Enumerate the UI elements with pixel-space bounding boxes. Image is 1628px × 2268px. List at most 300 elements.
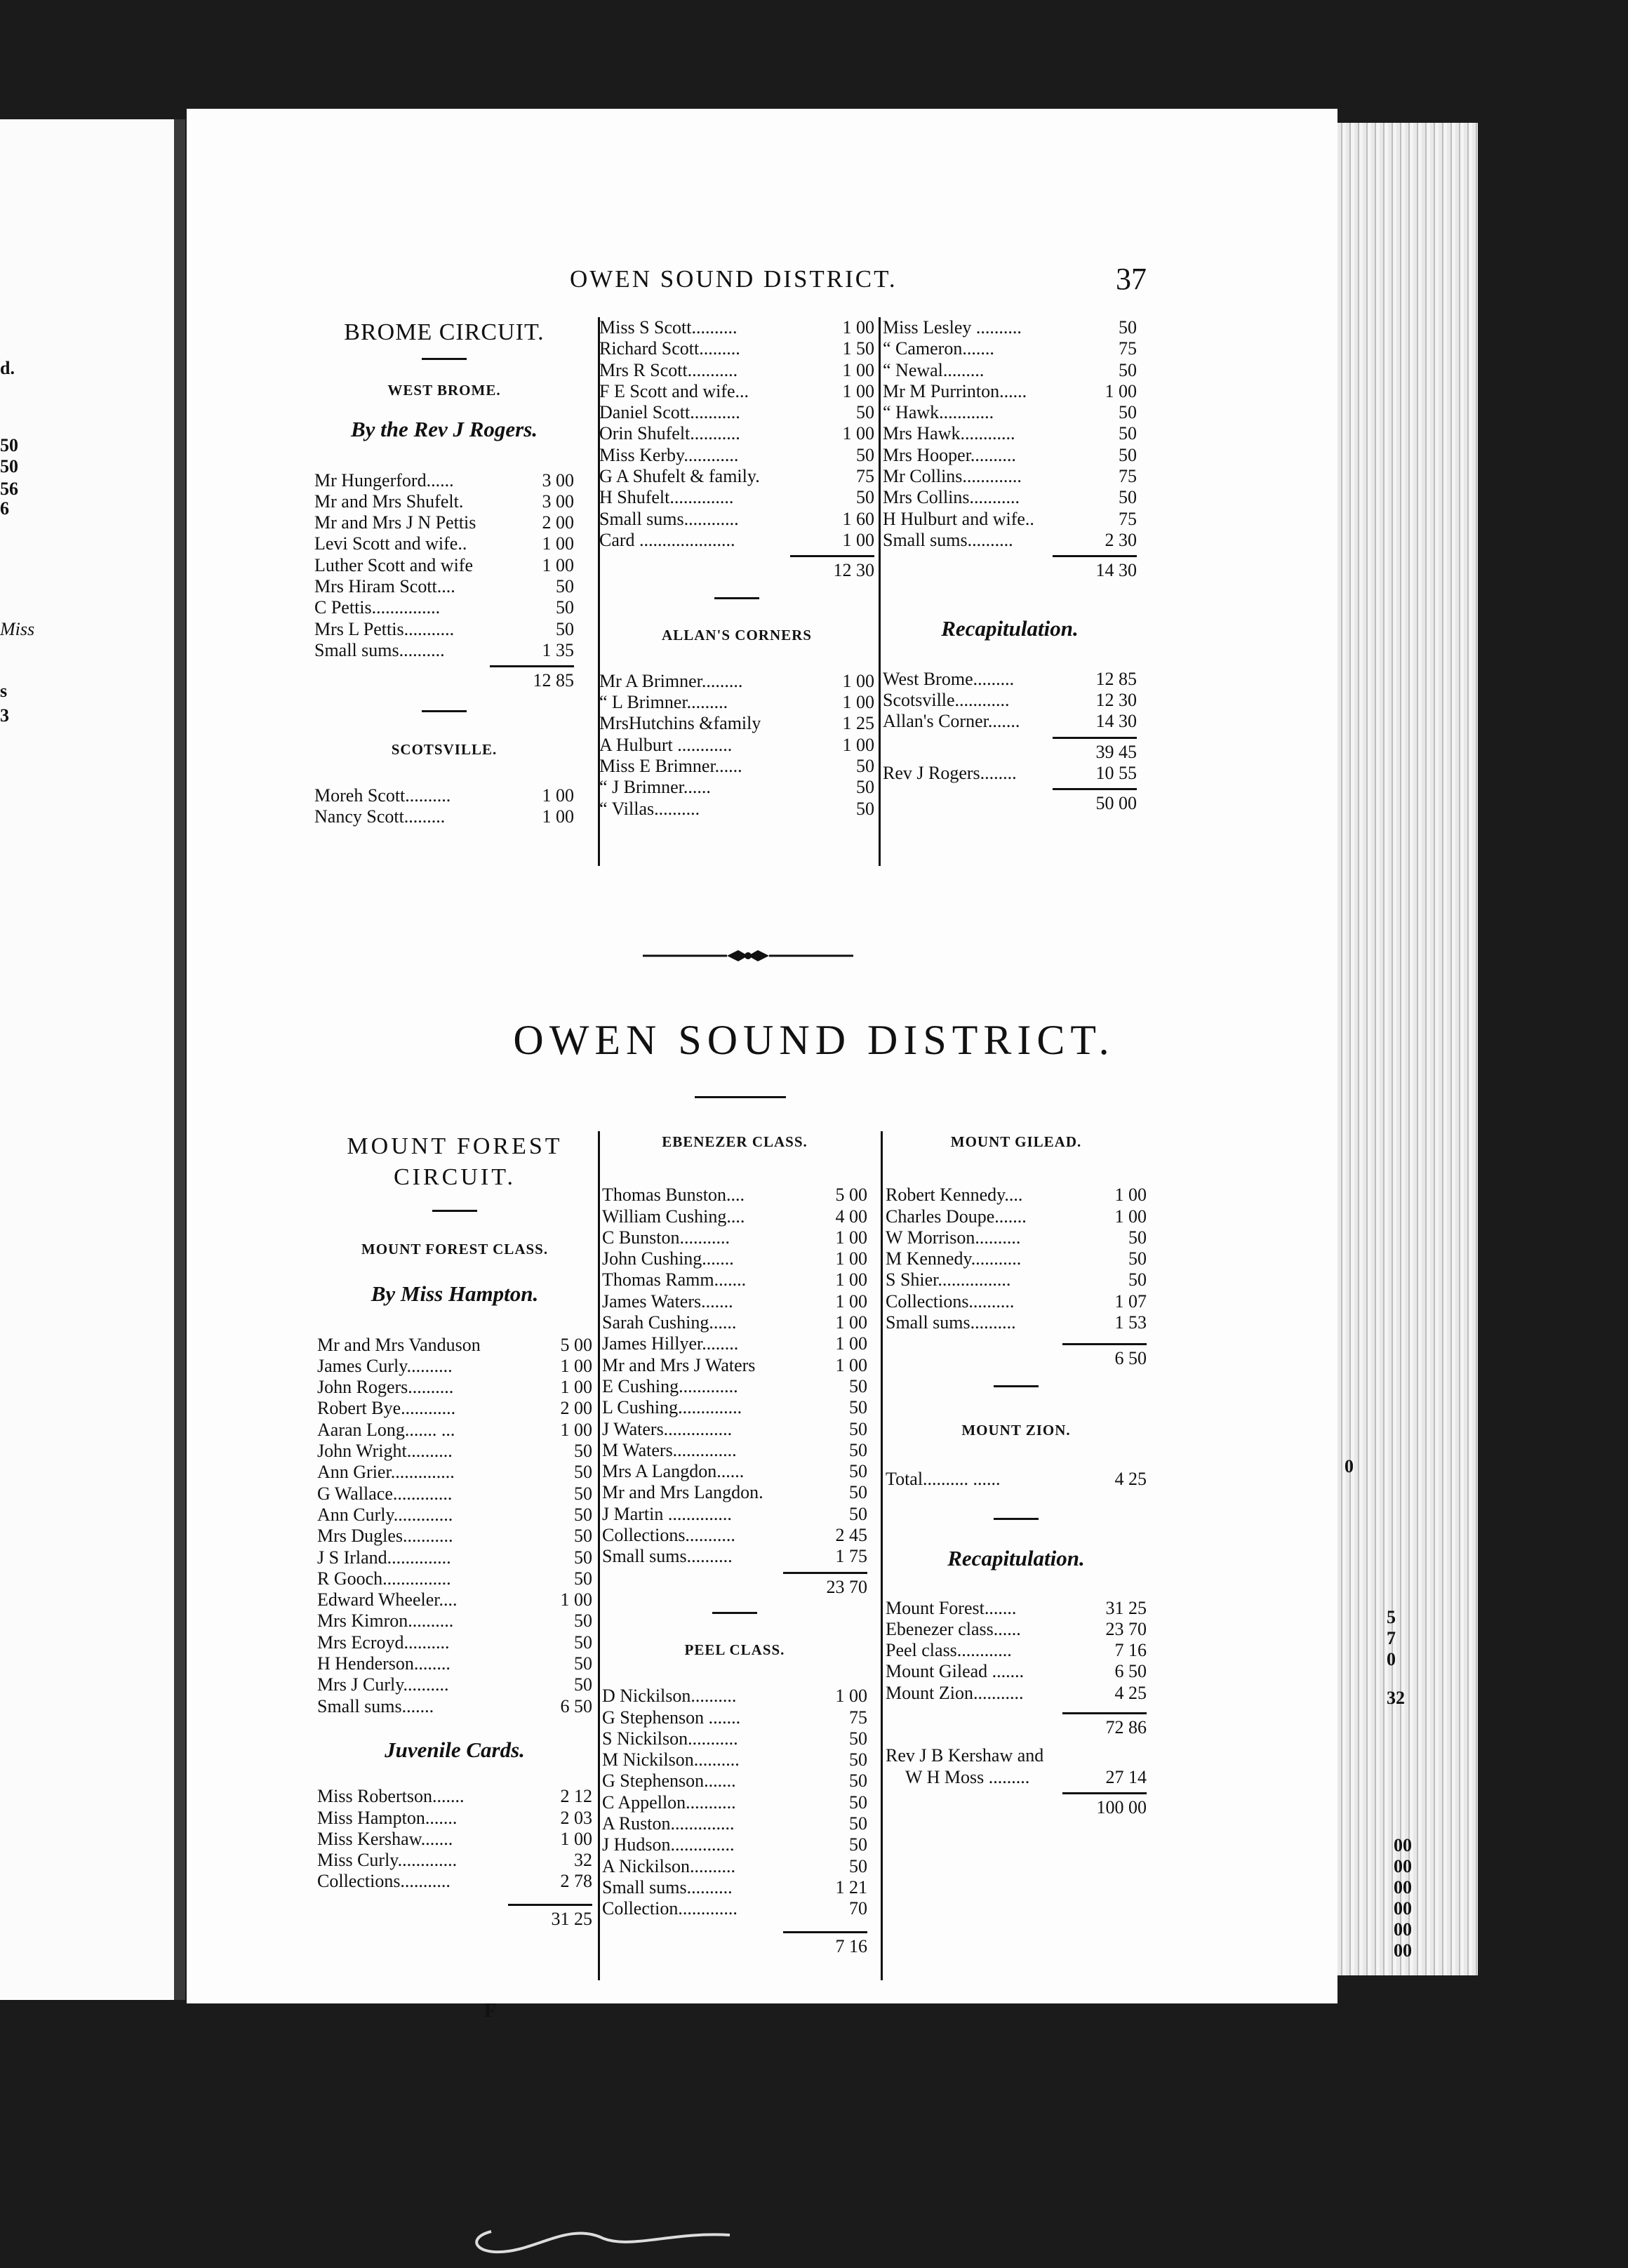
divider-rule	[422, 358, 467, 360]
row-amount: 50	[1119, 423, 1137, 444]
row-name: “ Villas..........	[599, 798, 700, 819]
row-amount: 1 00	[1114, 1185, 1147, 1206]
row-amount: 50	[849, 1749, 867, 1770]
row-amount: 50	[849, 1792, 867, 1813]
row-amount: 3 00	[542, 491, 574, 512]
scotsville-list	[314, 785, 574, 828]
row-name: A Ruston..............	[602, 1813, 735, 1834]
list-row	[599, 487, 874, 508]
row-name: Mrs L Pettis...........	[314, 618, 455, 639]
row-name: James Curly..........	[317, 1355, 453, 1376]
row-amount: 1 00	[842, 529, 874, 550]
row-amount: 1 75	[835, 1546, 867, 1567]
row-amount: 1 21	[835, 1876, 867, 1897]
list-row	[599, 671, 874, 692]
list-row	[317, 1526, 592, 1547]
list-row	[886, 1661, 1147, 1682]
row-name: Mrs Kimron..........	[317, 1610, 454, 1632]
row-name: Miss Lesley ..........	[883, 317, 1022, 338]
list-row	[883, 530, 1137, 551]
list-row	[602, 1813, 867, 1834]
district-recap-subtotal: 72 86	[886, 1712, 1147, 1738]
list-row	[602, 1419, 867, 1440]
peel-list	[602, 1686, 867, 1919]
ebenezer-list	[602, 1185, 867, 1567]
juvenile-heading: Juvenile Cards.	[385, 1737, 525, 1762]
row-amount: 50	[849, 1813, 867, 1834]
row-amount: 31 25	[1105, 1597, 1147, 1618]
row-amount: 12 85	[1095, 668, 1137, 689]
list-row	[883, 381, 1137, 402]
list-row	[599, 317, 874, 338]
list-row	[602, 1504, 867, 1525]
row-name: Mount Zion...........	[886, 1682, 1024, 1703]
list-row	[599, 402, 874, 423]
row-name: J S Irland..............	[317, 1547, 451, 1568]
row-amount: 50	[1119, 317, 1137, 338]
row-name: Small sums..........	[602, 1876, 733, 1897]
row-amount: 50	[849, 1503, 867, 1524]
zion-heading: MOUNT ZION.	[961, 1421, 1071, 1439]
list-row	[602, 1269, 867, 1290]
gilead-list	[886, 1185, 1147, 1333]
list-row	[602, 1461, 867, 1482]
row-amount: 1 60	[842, 508, 874, 529]
list-row	[602, 1525, 867, 1546]
list-row	[602, 1185, 867, 1206]
row-amount: 1 00	[842, 734, 874, 755]
list-row	[599, 381, 874, 402]
juvenile-list	[317, 1786, 592, 1892]
row-amount: 50	[1128, 1269, 1147, 1290]
row-amount: 1 00	[842, 380, 874, 401]
row-name: Mrs Collins...........	[883, 487, 1020, 508]
list-row	[317, 1398, 592, 1419]
row-amount: 50	[556, 618, 574, 639]
row-amount: 6 50	[1114, 1661, 1147, 1682]
row-name: Ann Grier..............	[317, 1462, 455, 1483]
list-row	[317, 1441, 592, 1462]
list-row	[602, 1898, 867, 1919]
row-name: “ J Brimner......	[599, 777, 711, 798]
list-row	[314, 576, 574, 597]
row-amount: 1 00	[542, 554, 574, 575]
row-amount: 5 00	[560, 1334, 592, 1355]
row-amount: 75	[856, 466, 874, 487]
row-amount: 32	[574, 1850, 592, 1871]
list-row	[317, 1505, 592, 1526]
row-name: H Henderson........	[317, 1653, 451, 1674]
row-name: W Morrison..........	[886, 1227, 1021, 1248]
row-amount: 1 35	[542, 639, 574, 660]
list-row	[602, 1707, 867, 1728]
list-row	[602, 1312, 867, 1333]
row-amount: 1 07	[1114, 1290, 1147, 1312]
list-row	[317, 1653, 592, 1674]
list-row	[317, 1377, 592, 1398]
row-name: William Cushing....	[602, 1206, 745, 1227]
row-name: “ Newal.........	[883, 359, 985, 380]
list-row	[602, 1686, 867, 1707]
row-amount: 1 00	[560, 1589, 592, 1610]
edge-fragment: 32	[1387, 1688, 1405, 1708]
list-row	[883, 360, 1137, 381]
divider-rule	[994, 1518, 1039, 1520]
edge-fragment: 00	[1394, 1835, 1412, 1855]
row-name: Edward Wheeler....	[317, 1589, 458, 1610]
row-name: Mr Collins.............	[883, 466, 1022, 487]
list-row	[314, 640, 574, 661]
list-row	[886, 1640, 1147, 1661]
row-name: G Stephenson .......	[602, 1707, 741, 1728]
list-row	[883, 509, 1137, 530]
row-name: Thomas Bunston....	[602, 1185, 745, 1206]
row-amount: 50	[574, 1526, 592, 1547]
list-row	[314, 619, 574, 640]
row-name: Mrs R Scott...........	[599, 359, 738, 380]
row-amount: 1 00	[842, 359, 874, 380]
row-amount: 50	[856, 756, 874, 777]
row-name: R Gooch...............	[317, 1568, 451, 1589]
row-amount: 75	[1119, 466, 1137, 487]
list-row	[317, 1808, 592, 1829]
list-row	[317, 1696, 592, 1717]
list-row	[317, 1568, 592, 1589]
row-name: Sarah Cushing......	[602, 1312, 737, 1333]
list-row	[883, 317, 1137, 338]
row-amount: 3 00	[542, 469, 574, 491]
row-amount: 75	[1119, 508, 1137, 529]
row-name: Levi Scott and wife..	[314, 533, 467, 554]
row-amount: 4 25	[1114, 1682, 1147, 1703]
west-brome-total: 12 85	[314, 665, 574, 691]
row-amount: 50	[574, 1547, 592, 1568]
row-name: L Cushing..............	[602, 1397, 742, 1418]
list-row	[883, 423, 1137, 444]
row-name: Richard Scott.........	[599, 338, 740, 359]
row-amount: 50	[849, 1482, 867, 1503]
row-amount: 50	[1119, 444, 1137, 465]
row-amount: 1 00	[835, 1290, 867, 1312]
row-name: Nancy Scott.........	[314, 806, 446, 827]
row-amount: 2 45	[835, 1525, 867, 1546]
row-amount: 50	[856, 777, 874, 798]
list-row	[599, 445, 874, 466]
row-name: Mr and Mrs Vanduson	[317, 1334, 481, 1355]
row-amount: 50	[574, 1462, 592, 1483]
list-row	[317, 1829, 592, 1850]
row-amount: 50	[849, 1439, 867, 1460]
row-name: Robert Bye............	[317, 1398, 456, 1419]
row-amount: 7 16	[1114, 1640, 1147, 1661]
row-name: Mr and Mrs J N Pettis	[314, 512, 476, 533]
list-row	[886, 1227, 1147, 1248]
list-row	[602, 1291, 867, 1312]
row-amount: 50	[856, 798, 874, 819]
west-brome-list	[314, 470, 574, 662]
row-name: Mr and Mrs J Waters	[602, 1354, 756, 1375]
row-name: West Brome.........	[883, 668, 1015, 689]
list-row	[317, 1462, 592, 1483]
mount-forest-list	[317, 1335, 592, 1717]
row-name: Mrs Hawk............	[883, 423, 1015, 444]
row-name: J Hudson..............	[602, 1834, 735, 1855]
row-amount: 50	[1119, 487, 1137, 508]
list-row	[883, 338, 1137, 359]
row-name: James Waters.......	[602, 1290, 733, 1312]
left-fragment: 50	[0, 456, 18, 476]
row-amount: 50	[574, 1568, 592, 1589]
row-name: G Stephenson.......	[602, 1770, 736, 1792]
district-recap-rev-2: W H Moss ......... 27 14	[905, 1766, 1147, 1787]
row-name: Miss Curly.............	[317, 1850, 458, 1871]
row-name: Miss S Scott..........	[599, 317, 738, 338]
page-number: 37	[1116, 262, 1147, 296]
row-name: Mr and Mrs Langdon.	[602, 1482, 763, 1503]
list-row	[602, 1206, 867, 1227]
district-recap-list	[886, 1598, 1147, 1704]
row-amount: 1 00	[542, 785, 574, 806]
brome-recap-total: 50 00	[883, 788, 1137, 814]
list-row	[317, 1850, 592, 1871]
mount-forest-title-1: MOUNT FOREST	[347, 1133, 563, 1159]
brome-col-3	[883, 317, 1137, 815]
row-name: Orin Shufelt...........	[599, 423, 740, 444]
list-row	[602, 1728, 867, 1749]
row-name: M Waters..............	[602, 1439, 737, 1460]
row-name: “ L Brimner.........	[599, 692, 728, 713]
divider-rule	[994, 1385, 1039, 1387]
row-name: A Hulburt ............	[599, 734, 733, 755]
row-name: Miss E Brimner......	[599, 756, 742, 777]
list-row	[883, 669, 1137, 690]
edge-fragment: 0	[1345, 1456, 1354, 1476]
row-name: Mount Gilead .......	[886, 1661, 1025, 1682]
row-amount: 50	[856, 487, 874, 508]
list-row	[883, 690, 1137, 711]
row-amount: 2 12	[560, 1786, 592, 1807]
list-row	[602, 1376, 867, 1397]
row-name: Ebenezer class......	[886, 1618, 1021, 1639]
zion-row: Total.......... ...... 4 25	[886, 1468, 1147, 1489]
row-name: Peel class............	[886, 1640, 1012, 1661]
row-amount: 12 30	[1095, 690, 1137, 711]
divider-rule	[714, 597, 759, 599]
row-name: J Waters...............	[602, 1418, 733, 1439]
row-name: Allan's Corner.......	[883, 711, 1020, 732]
edge-fragment: 0	[1387, 1649, 1396, 1669]
list-row	[602, 1248, 867, 1269]
row-name: M Nickilson..........	[602, 1749, 740, 1770]
gilead-col	[886, 1131, 1147, 1818]
list-row	[314, 555, 574, 576]
row-name: Mr Hungerford......	[314, 469, 454, 491]
row-name: J Martin ..............	[602, 1503, 732, 1524]
divider-rule	[432, 1210, 477, 1212]
row-name: S Shier................	[886, 1269, 1011, 1290]
scotsville-heading: SCOTSVILLE.	[391, 740, 498, 758]
row-amount: 1 00	[542, 533, 574, 554]
row-amount: 50	[849, 1418, 867, 1439]
list-row	[883, 711, 1137, 732]
row-name: Mrs J Curly..........	[317, 1674, 449, 1695]
allans-heading: ALLAN'S CORNERS	[662, 626, 812, 643]
district-recap-heading: Recapitulation.	[947, 1546, 1085, 1571]
list-row	[886, 1312, 1147, 1333]
row-name: Robert Kennedy....	[886, 1185, 1023, 1206]
row-name: Luther Scott and wife	[314, 554, 473, 575]
pencil-scrawl	[463, 2217, 758, 2260]
list-row	[314, 512, 574, 533]
row-name: “ Hawk............	[883, 402, 994, 423]
row-name: John Rogers..........	[317, 1377, 454, 1398]
ebenezer-col	[602, 1131, 867, 1957]
row-amount: 50	[856, 444, 874, 465]
list-row	[886, 1269, 1147, 1290]
brome-recap-subtotal: 39 45	[883, 737, 1137, 763]
row-name: Miss Kershaw.......	[317, 1828, 453, 1849]
row-amount: 6 50	[560, 1695, 592, 1716]
list-row	[599, 509, 874, 530]
row-name: “ Cameron.......	[883, 338, 994, 359]
list-row	[314, 533, 574, 554]
edge-fragment: 00	[1394, 1877, 1412, 1897]
west-brome-byline: By the Rev J Rogers.	[350, 417, 538, 442]
list-row	[602, 1792, 867, 1813]
row-name: Charles Doupe.......	[886, 1206, 1027, 1227]
list-row	[599, 466, 874, 487]
row-amount: 1 00	[835, 1227, 867, 1248]
left-fragment: d.	[0, 358, 15, 378]
row-amount: 1 00	[835, 1333, 867, 1354]
row-name: John Wright..........	[317, 1441, 453, 1462]
mount-forest-col	[317, 1131, 592, 1930]
row-amount: 50	[1128, 1248, 1147, 1269]
row-amount: 1 00	[1114, 1206, 1147, 1227]
row-name: Scotsville............	[883, 690, 1010, 711]
mount-forest-title-2: CIRCUIT.	[394, 1164, 516, 1190]
gilead-total: 6 50	[886, 1343, 1147, 1369]
row-name: M Kennedy...........	[886, 1248, 1022, 1269]
row-amount: 1 00	[542, 806, 574, 827]
row-name: F E Scott and wife...	[599, 380, 749, 401]
row-amount: 2 03	[560, 1807, 592, 1828]
row-amount: 23 70	[1105, 1618, 1147, 1639]
row-name: Small sums..........	[602, 1546, 733, 1567]
row-amount: 1 00	[835, 1686, 867, 1707]
row-amount: 50	[1119, 359, 1137, 380]
edge-fragment: 7	[1387, 1628, 1396, 1648]
scotsville-total: 12 30	[599, 555, 874, 581]
row-name: C Appellon...........	[602, 1792, 736, 1813]
edge-fragment: 00	[1394, 1856, 1412, 1876]
ornament-divider	[643, 947, 853, 964]
row-amount: 50	[849, 1855, 867, 1876]
list-row	[883, 402, 1137, 423]
row-amount: 1 00	[835, 1269, 867, 1290]
peel-total: 7 16	[602, 1931, 867, 1957]
allans-total: 14 30	[883, 555, 1137, 581]
row-amount: 1 25	[842, 713, 874, 734]
list-row	[599, 735, 874, 756]
row-amount: 50	[1128, 1227, 1147, 1248]
row-amount: 50	[856, 402, 874, 423]
row-amount: 50	[574, 1441, 592, 1462]
list-row	[602, 1440, 867, 1461]
ebenezer-total: 23 70	[602, 1572, 867, 1598]
row-amount: 50	[849, 1770, 867, 1792]
brome-col-1	[314, 317, 574, 827]
list-row	[602, 1227, 867, 1248]
left-fragment: s	[0, 681, 8, 701]
row-amount: 1 00	[560, 1828, 592, 1849]
row-amount: 50	[849, 1728, 867, 1749]
row-amount: 50	[1119, 402, 1137, 423]
column-rule	[598, 1131, 600, 1980]
row-amount: 1 00	[1105, 380, 1137, 401]
row-name: Miss Kerby............	[599, 444, 739, 465]
left-fragment: 3	[0, 705, 9, 726]
mount-forest-class-heading: MOUNT FOREST CLASS.	[361, 1241, 549, 1258]
row-name: Small sums............	[599, 508, 739, 529]
row-amount: 50	[574, 1653, 592, 1674]
row-amount: 5 00	[835, 1185, 867, 1206]
row-name: James Hillyer........	[602, 1333, 739, 1354]
row-amount: 50	[556, 576, 574, 597]
list-row	[599, 338, 874, 359]
list-row	[886, 1206, 1147, 1227]
row-name: Ann Curly.............	[317, 1504, 453, 1525]
running-header: OWEN SOUND DISTRICT.	[570, 265, 898, 293]
row-amount: 50	[849, 1834, 867, 1855]
row-amount: 50	[574, 1674, 592, 1695]
allans-list	[599, 671, 874, 820]
list-row	[599, 692, 874, 713]
column-rule	[879, 317, 881, 866]
edge-fragment: 00	[1394, 1940, 1412, 1961]
west-brome-heading: WEST BROME.	[387, 382, 501, 399]
row-name: H Hulburt and wife..	[883, 508, 1034, 529]
row-name: Collections...........	[317, 1871, 451, 1892]
left-fragment: 50	[0, 435, 18, 455]
list-row	[599, 799, 874, 820]
list-row	[602, 1856, 867, 1877]
row-amount: 50	[574, 1610, 592, 1632]
row-amount: 50	[574, 1504, 592, 1525]
list-row	[599, 777, 874, 798]
row-name: Card .....................	[599, 529, 735, 550]
row-name: Collection.............	[602, 1898, 738, 1919]
row-amount: 2 78	[560, 1871, 592, 1892]
list-row	[317, 1589, 592, 1610]
row-amount: 4 00	[835, 1206, 867, 1227]
list-row	[317, 1632, 592, 1653]
row-name: G Wallace.............	[317, 1483, 453, 1504]
row-amount: 1 00	[835, 1248, 867, 1269]
row-amount: 1 00	[842, 670, 874, 691]
edge-fragment: 00	[1394, 1898, 1412, 1919]
row-amount: 50	[556, 597, 574, 618]
scotsville-list-cont	[599, 317, 874, 551]
list-row	[317, 1674, 592, 1695]
row-name: Collections...........	[602, 1525, 735, 1546]
list-row	[317, 1420, 592, 1441]
list-row	[602, 1546, 867, 1567]
brome-col-2	[599, 317, 874, 820]
list-row	[314, 785, 574, 806]
row-name: Mr A Brimner.........	[599, 670, 743, 691]
row-name: Mrs A Langdon......	[602, 1461, 745, 1482]
